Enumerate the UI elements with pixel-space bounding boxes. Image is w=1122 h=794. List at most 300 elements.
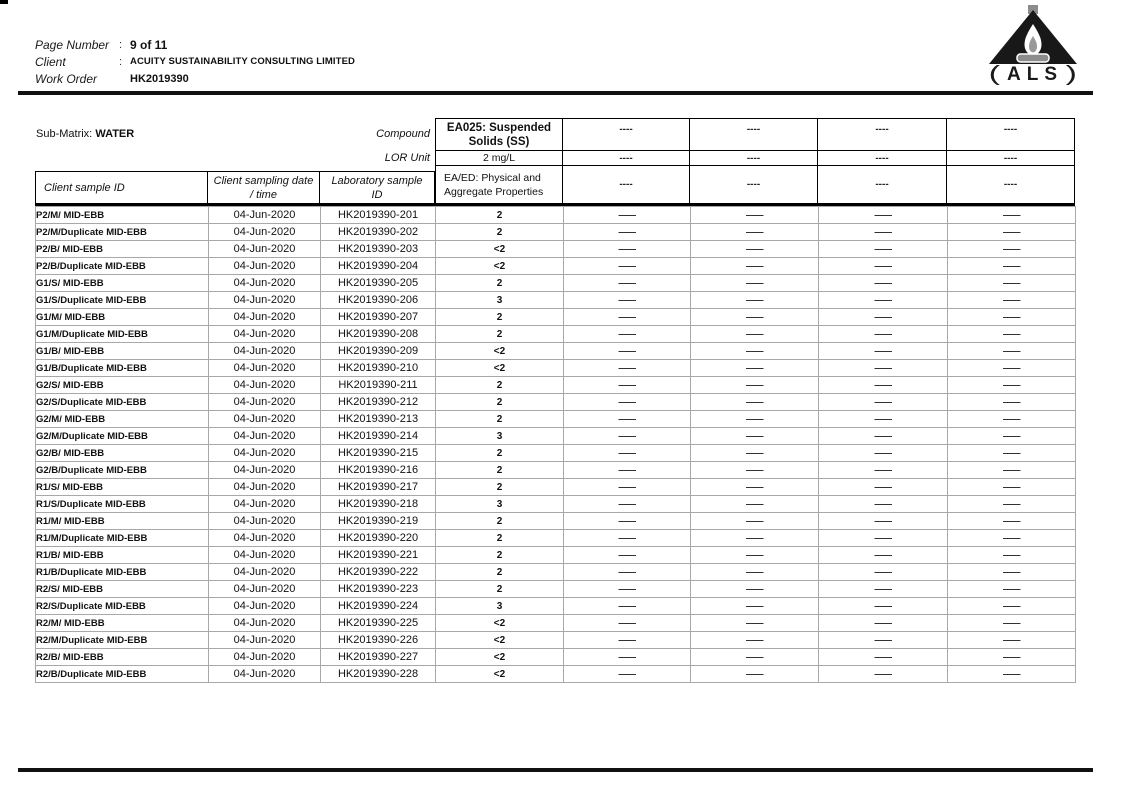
empty-result-cell: ——: [691, 547, 819, 564]
lab-sample-id-cell: HK2019390-224: [321, 598, 436, 615]
client-sample-id-cell: R1/S/ MID-EBB: [36, 479, 209, 496]
empty-result-cell: ——: [819, 275, 948, 292]
lab-sample-id-cell: HK2019390-227: [321, 649, 436, 666]
empty-result-cell: ——: [948, 275, 1076, 292]
page-meta: [35, 36, 355, 87]
compound-header: [435, 118, 563, 150]
table-row: [36, 411, 1076, 428]
lab-sample-id-line1: Laboratory sample: [331, 174, 423, 187]
client-sample-id-cell: P2/B/ MID-EBB: [36, 241, 209, 258]
empty-result-cell: ——: [819, 224, 948, 241]
table-row: [36, 394, 1076, 411]
empty-result-cell: ——: [691, 479, 819, 496]
table-row: [36, 224, 1076, 241]
table-row: [36, 530, 1076, 547]
header-row-columns: [35, 166, 1075, 203]
logo-paren-close: ): [1065, 62, 1078, 86]
empty-result-cell: ——: [564, 428, 691, 445]
empty-result-cell: ——: [819, 547, 948, 564]
empty-result-cell: ——: [948, 394, 1076, 411]
empty-result-cell: ——: [948, 445, 1076, 462]
table-row: [36, 377, 1076, 394]
result-value-cell: 2: [436, 411, 564, 428]
client-sample-id-cell: R2/B/ MID-EBB: [36, 649, 209, 666]
empty-result-cell: ——: [948, 649, 1076, 666]
lab-sample-id-cell: HK2019390-212: [321, 394, 436, 411]
empty-result-cell: ——: [819, 258, 948, 275]
sub-matrix-block: [35, 118, 435, 150]
method-dash: ----: [818, 166, 947, 203]
lab-sample-id-cell: HK2019390-226: [321, 632, 436, 649]
empty-result-cell: ——: [564, 394, 691, 411]
result-value-cell: <2: [436, 241, 564, 258]
empty-result-cell: ——: [564, 462, 691, 479]
lab-sample-id-cell: HK2019390-202: [321, 224, 436, 241]
column-header-client-sample-id: Client sample ID: [35, 171, 208, 203]
empty-result-cell: ——: [819, 309, 948, 326]
table-row: [36, 547, 1076, 564]
empty-result-cell: ——: [564, 241, 691, 258]
empty-result-cell: ——: [819, 292, 948, 309]
table-row: [36, 581, 1076, 598]
empty-result-cell: ——: [948, 666, 1076, 683]
compound-name-line2: Solids (SS): [468, 136, 530, 148]
lor-dash: ----: [947, 150, 1075, 166]
sampling-date-cell: 04-Jun-2020: [209, 666, 321, 683]
result-value-cell: <2: [436, 666, 564, 683]
empty-result-cell: ——: [948, 224, 1076, 241]
lab-sample-id-cell: HK2019390-228: [321, 666, 436, 683]
client-sample-id-cell: G2/M/ MID-EBB: [36, 411, 209, 428]
client-sample-id-cell: P2/M/ MID-EBB: [36, 207, 209, 224]
empty-result-cell: ——: [691, 615, 819, 632]
empty-result-cell: ——: [691, 207, 819, 224]
table-row: [36, 343, 1076, 360]
sampling-date-cell: 04-Jun-2020: [209, 326, 321, 343]
result-value-cell: 2: [436, 513, 564, 530]
empty-result-cell: ——: [819, 343, 948, 360]
table-row: [36, 564, 1076, 581]
empty-result-cell: ——: [691, 564, 819, 581]
result-value-cell: 2: [436, 530, 564, 547]
sampling-date-cell: 04-Jun-2020: [209, 343, 321, 360]
empty-result-cell: ——: [691, 411, 819, 428]
empty-result-cell: ——: [564, 445, 691, 462]
lab-sample-id-cell: HK2019390-221: [321, 547, 436, 564]
sampling-date-cell: 04-Jun-2020: [209, 411, 321, 428]
empty-result-cell: ——: [948, 411, 1076, 428]
empty-result-cell: ——: [819, 445, 948, 462]
result-value-cell: 3: [436, 496, 564, 513]
empty-result-cell: ——: [691, 581, 819, 598]
client-sample-id-cell: R1/S/Duplicate MID-EBB: [36, 496, 209, 513]
empty-result-cell: ——: [691, 530, 819, 547]
client-sample-id-cell: G1/B/Duplicate MID-EBB: [36, 360, 209, 377]
sampling-date-cell: 04-Jun-2020: [209, 207, 321, 224]
empty-result-cell: ——: [948, 513, 1076, 530]
lab-sample-id-cell: HK2019390-215: [321, 445, 436, 462]
empty-result-cell: ——: [564, 360, 691, 377]
client-sample-id-cell: R2/S/Duplicate MID-EBB: [36, 598, 209, 615]
footer-rule: [18, 768, 1093, 772]
header-row-compound: [35, 118, 1075, 150]
empty-result-cell: ——: [948, 632, 1076, 649]
lab-sample-id-cell: HK2019390-214: [321, 428, 436, 445]
empty-result-cell: ——: [819, 598, 948, 615]
empty-result-cell: ——: [564, 666, 691, 683]
table-row: [36, 479, 1076, 496]
table-row: [36, 615, 1076, 632]
result-value-cell: 2: [436, 445, 564, 462]
empty-result-cell: ——: [691, 326, 819, 343]
sampling-date-cell: 04-Jun-2020: [209, 598, 321, 615]
sampling-date-cell: 04-Jun-2020: [209, 530, 321, 547]
empty-result-cell: ——: [948, 207, 1076, 224]
empty-result-cell: ——: [564, 581, 691, 598]
sample-results-table: [35, 206, 1076, 683]
lor-unit-value: 2 mg/L: [435, 150, 563, 166]
lab-sample-id-cell: HK2019390-204: [321, 258, 436, 275]
empty-result-cell: ——: [819, 564, 948, 581]
sampling-date-line2: / time: [250, 188, 277, 201]
sampling-date-cell: 04-Jun-2020: [209, 649, 321, 666]
empty-result-cell: ——: [948, 479, 1076, 496]
sampling-date-cell: 04-Jun-2020: [209, 479, 321, 496]
empty-result-cell: ——: [564, 547, 691, 564]
empty-result-cell: ——: [948, 360, 1076, 377]
sampling-date-cell: 04-Jun-2020: [209, 275, 321, 292]
sub-matrix: [36, 128, 134, 140]
empty-result-cell: ——: [564, 275, 691, 292]
empty-result-cell: ——: [948, 615, 1076, 632]
client-sample-id-cell: G1/B/ MID-EBB: [36, 343, 209, 360]
empty-result-cell: ——: [819, 513, 948, 530]
table-row: [36, 275, 1076, 292]
empty-result-cell: ——: [691, 462, 819, 479]
page-number-row: [35, 36, 355, 53]
lab-sample-id-cell: HK2019390-217: [321, 479, 436, 496]
empty-result-cell: ——: [819, 462, 948, 479]
result-value-cell: 2: [436, 224, 564, 241]
sampling-date-cell: 04-Jun-2020: [209, 241, 321, 258]
lab-sample-id-cell: HK2019390-205: [321, 275, 436, 292]
empty-result-cell: ——: [564, 530, 691, 547]
client-sample-id-cell: G1/S/ MID-EBB: [36, 275, 209, 292]
empty-result-cell: ——: [948, 547, 1076, 564]
empty-result-cell: ——: [691, 428, 819, 445]
result-value-cell: 3: [436, 428, 564, 445]
client-sample-id-cell: R1/B/ MID-EBB: [36, 547, 209, 564]
sampling-date-cell: 04-Jun-2020: [209, 394, 321, 411]
client-sample-id-cell: P2/B/Duplicate MID-EBB: [36, 258, 209, 275]
lor-unit-row-label: LOR Unit: [384, 152, 430, 164]
result-value-cell: 2: [436, 394, 564, 411]
empty-result-cell: ——: [691, 309, 819, 326]
result-value-cell: 2: [436, 462, 564, 479]
result-value-cell: <2: [436, 649, 564, 666]
compound-dash: ----: [818, 118, 947, 150]
logo-paren-open: (: [988, 62, 1001, 86]
table-row: [36, 241, 1076, 258]
empty-result-cell: ——: [564, 411, 691, 428]
lab-sample-id-cell: HK2019390-206: [321, 292, 436, 309]
client-sample-id-cell: G2/S/ MID-EBB: [36, 377, 209, 394]
sampling-date-cell: 04-Jun-2020: [209, 258, 321, 275]
column-header-sampling-date: [208, 171, 320, 203]
sampling-date-cell: 04-Jun-2020: [209, 615, 321, 632]
table-row: [36, 649, 1076, 666]
client-sample-id-cell: G1/S/Duplicate MID-EBB: [36, 292, 209, 309]
table-row: [36, 513, 1076, 530]
empty-result-cell: ——: [691, 632, 819, 649]
empty-result-cell: ——: [819, 241, 948, 258]
sampling-date-cell: 04-Jun-2020: [209, 428, 321, 445]
empty-result-cell: ——: [691, 666, 819, 683]
als-logo-text: [986, 63, 1080, 86]
empty-result-cell: ——: [564, 615, 691, 632]
table-row: [36, 445, 1076, 462]
client-sample-id-cell: R1/M/ MID-EBB: [36, 513, 209, 530]
client-sample-id-cell: P2/M/Duplicate MID-EBB: [36, 224, 209, 241]
colon: :: [119, 55, 123, 68]
compound-dash: ----: [690, 118, 818, 150]
sampling-date-cell: 04-Jun-2020: [209, 513, 321, 530]
empty-result-cell: ——: [564, 598, 691, 615]
empty-result-cell: ——: [691, 258, 819, 275]
table-row: [36, 632, 1076, 649]
result-value-cell: 2: [436, 547, 564, 564]
client-sample-id-cell: R2/M/Duplicate MID-EBB: [36, 632, 209, 649]
als-flame-icon: [986, 2, 1080, 66]
empty-result-cell: ——: [948, 462, 1076, 479]
empty-result-cell: ——: [564, 479, 691, 496]
empty-result-cell: ——: [691, 513, 819, 530]
empty-result-cell: ——: [564, 513, 691, 530]
compound-name-line1: EA025: Suspended: [446, 122, 552, 134]
sample-table-body: [36, 207, 1076, 683]
empty-result-cell: ——: [819, 649, 948, 666]
empty-result-cell: ——: [948, 309, 1076, 326]
lab-sample-id-cell: HK2019390-208: [321, 326, 436, 343]
table-row: [36, 666, 1076, 683]
client-sample-id-cell: R1/B/Duplicate MID-EBB: [36, 564, 209, 581]
empty-result-cell: ——: [691, 377, 819, 394]
work-order-value: HK2019390: [130, 72, 189, 85]
lab-sample-id-cell: HK2019390-203: [321, 241, 436, 258]
table-row: [36, 360, 1076, 377]
client-sample-id-cell: G1/M/ MID-EBB: [36, 309, 209, 326]
empty-result-cell: ——: [819, 394, 948, 411]
empty-result-cell: ——: [948, 377, 1076, 394]
result-value-cell: 2: [436, 479, 564, 496]
empty-result-cell: ——: [564, 292, 691, 309]
empty-result-cell: ——: [564, 632, 691, 649]
empty-result-cell: ——: [948, 598, 1076, 615]
sampling-date-cell: 04-Jun-2020: [209, 377, 321, 394]
empty-result-cell: ——: [819, 666, 948, 683]
empty-result-cell: ——: [691, 394, 819, 411]
header-rule: [18, 91, 1093, 95]
empty-result-cell: ——: [819, 360, 948, 377]
empty-result-cell: ——: [564, 224, 691, 241]
work-order-label: Work Order: [35, 71, 98, 86]
empty-result-cell: ——: [691, 360, 819, 377]
results-table: [35, 118, 1075, 683]
lab-sample-id-cell: HK2019390-216: [321, 462, 436, 479]
sampling-date-cell: 04-Jun-2020: [209, 224, 321, 241]
sampling-date-cell: 04-Jun-2020: [209, 445, 321, 462]
client-sample-id-cell: G2/M/Duplicate MID-EBB: [36, 428, 209, 445]
lab-sample-id-line2: ID: [371, 188, 383, 201]
empty-result-cell: ——: [691, 224, 819, 241]
method-dash: ----: [690, 166, 818, 203]
empty-result-cell: ——: [691, 445, 819, 462]
result-value-cell: 3: [436, 598, 564, 615]
lab-sample-id-cell: HK2019390-209: [321, 343, 436, 360]
table-row: [36, 292, 1076, 309]
table-row: [36, 207, 1076, 224]
client-sample-id-cell: G2/S/Duplicate MID-EBB: [36, 394, 209, 411]
result-value-cell: <2: [436, 258, 564, 275]
empty-result-cell: ——: [948, 564, 1076, 581]
result-value-cell: <2: [436, 360, 564, 377]
empty-result-cell: ——: [691, 343, 819, 360]
empty-result-cell: ——: [948, 530, 1076, 547]
client-row: [35, 53, 355, 70]
empty-result-cell: ——: [948, 292, 1076, 309]
table-row: [36, 496, 1076, 513]
client-value: ACUITY SUSTAINABILITY CONSULTING LIMITED: [130, 56, 355, 67]
sampling-date-cell: 04-Jun-2020: [209, 581, 321, 598]
result-value-cell: <2: [436, 632, 564, 649]
lor-dash: ----: [563, 150, 690, 166]
empty-result-cell: ——: [691, 275, 819, 292]
table-row: [36, 326, 1076, 343]
lab-sample-id-cell: HK2019390-225: [321, 615, 436, 632]
colon: :: [119, 38, 123, 51]
empty-result-cell: ——: [819, 428, 948, 445]
sampling-date-cell: 04-Jun-2020: [209, 462, 321, 479]
result-value-cell: 2: [436, 309, 564, 326]
empty-result-cell: ——: [819, 530, 948, 547]
compound-dash: ----: [563, 118, 690, 150]
method-line1: EA/ED: Physical and: [444, 171, 541, 184]
client-sample-id-cell: R2/M/ MID-EBB: [36, 615, 209, 632]
compound-dash: ----: [947, 118, 1075, 150]
empty-result-cell: ——: [564, 564, 691, 581]
empty-result-cell: ——: [819, 326, 948, 343]
sampling-date-cell: 04-Jun-2020: [209, 564, 321, 581]
scan-corner-mark: [0, 0, 8, 4]
empty-result-cell: ——: [564, 309, 691, 326]
method-dash: ----: [563, 166, 690, 203]
lab-sample-id-cell: HK2019390-219: [321, 513, 436, 530]
client-sample-id-cell: R2/B/Duplicate MID-EBB: [36, 666, 209, 683]
empty-result-cell: ——: [564, 207, 691, 224]
empty-result-cell: ——: [819, 615, 948, 632]
empty-result-cell: ——: [948, 343, 1076, 360]
result-value-cell: 2: [436, 581, 564, 598]
result-value-cell: <2: [436, 343, 564, 360]
sub-matrix-value: WATER: [95, 128, 135, 140]
method-line2: Aggregate Properties: [444, 185, 544, 198]
table-row: [36, 462, 1076, 479]
page-number-label: Page Number: [35, 37, 110, 52]
column-header-lab-sample-id: [320, 171, 435, 203]
table-row: [36, 258, 1076, 275]
client-label: Client: [35, 54, 66, 69]
empty-result-cell: ——: [691, 649, 819, 666]
lor-unit-row-label-cell: [35, 150, 435, 166]
empty-result-cell: ——: [948, 581, 1076, 598]
lab-sample-id-cell: HK2019390-218: [321, 496, 436, 513]
lab-sample-id-cell: HK2019390-210: [321, 360, 436, 377]
als-logo: [986, 2, 1080, 90]
result-value-cell: <2: [436, 615, 564, 632]
empty-result-cell: ——: [948, 258, 1076, 275]
sampling-date-cell: 04-Jun-2020: [209, 496, 321, 513]
result-value-cell: 2: [436, 275, 564, 292]
empty-result-cell: ——: [819, 479, 948, 496]
client-sample-id-cell: G1/M/Duplicate MID-EBB: [36, 326, 209, 343]
result-value-cell: 2: [436, 377, 564, 394]
empty-result-cell: ——: [691, 598, 819, 615]
page-number-value: 9 of 11: [130, 37, 168, 52]
lab-sample-id-cell: HK2019390-222: [321, 564, 436, 581]
client-sample-id-cell: G2/B/Duplicate MID-EBB: [36, 462, 209, 479]
lab-sample-id-cell: HK2019390-207: [321, 309, 436, 326]
empty-result-cell: ——: [564, 377, 691, 394]
empty-result-cell: ——: [564, 649, 691, 666]
compound-row-label: Compound: [376, 128, 430, 140]
sampling-date-cell: 04-Jun-2020: [209, 309, 321, 326]
sampling-date-cell: 04-Jun-2020: [209, 360, 321, 377]
result-value-cell: 3: [436, 292, 564, 309]
lab-sample-id-cell: HK2019390-201: [321, 207, 436, 224]
lor-dash: ----: [818, 150, 947, 166]
client-sample-id-cell: G2/B/ MID-EBB: [36, 445, 209, 462]
empty-result-cell: ——: [691, 292, 819, 309]
empty-result-cell: ——: [948, 496, 1076, 513]
lab-sample-id-cell: HK2019390-213: [321, 411, 436, 428]
lab-sample-id-cell: HK2019390-220: [321, 530, 436, 547]
client-sample-id-cell: R2/S/ MID-EBB: [36, 581, 209, 598]
empty-result-cell: ——: [819, 377, 948, 394]
table-row: [36, 309, 1076, 326]
empty-result-cell: ——: [819, 496, 948, 513]
header-row-lor-unit: [35, 150, 1075, 166]
result-value-cell: 2: [436, 564, 564, 581]
result-value-cell: 2: [436, 326, 564, 343]
empty-result-cell: ——: [564, 496, 691, 513]
sampling-date-line1: Client sampling date: [213, 174, 314, 187]
table-row: [36, 428, 1076, 445]
empty-result-cell: ——: [564, 258, 691, 275]
empty-result-cell: ——: [819, 411, 948, 428]
result-value-cell: 2: [436, 207, 564, 224]
sub-matrix-label: Sub-Matrix:: [36, 128, 93, 140]
empty-result-cell: ——: [691, 496, 819, 513]
table-row: [36, 598, 1076, 615]
client-sample-id-cell: R1/M/Duplicate MID-EBB: [36, 530, 209, 547]
empty-result-cell: ——: [819, 581, 948, 598]
empty-result-cell: ——: [819, 207, 948, 224]
sampling-date-cell: 04-Jun-2020: [209, 292, 321, 309]
empty-result-cell: ——: [948, 326, 1076, 343]
lab-sample-id-cell: HK2019390-223: [321, 581, 436, 598]
lab-sample-id-cell: HK2019390-211: [321, 377, 436, 394]
method-dash: ----: [947, 166, 1075, 203]
